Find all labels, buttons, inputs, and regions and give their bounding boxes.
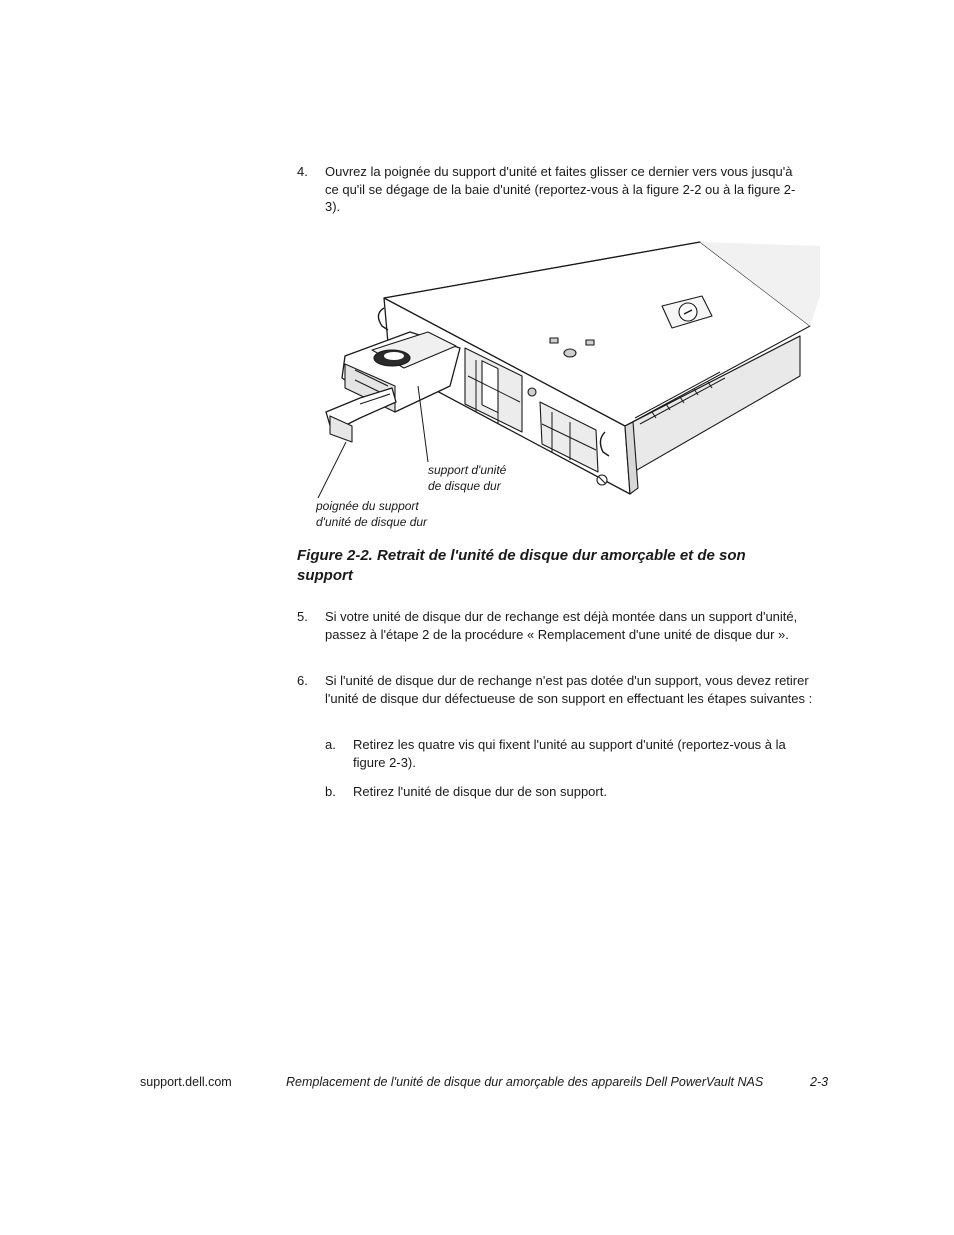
step-text: Ouvrez la poignée du support d'unité et faites glisser ce dernier vers vous jusqu'à ce qu'il se dégage de la baie d'unité (reportez-vous à la figure 2-2 ou à la figure 2-3). xyxy=(325,164,796,214)
substep-letter: a. xyxy=(325,737,336,752)
server-drive-illustration xyxy=(300,236,840,536)
step-text: Si l'unité de disque dur de rechange n'est pas dotée d'un support, vous devez retirer l'unité de disque dur défectueuse de son support en effectuant les étapes suivantes : xyxy=(325,673,813,706)
footer-website: support.dell.com xyxy=(140,1075,232,1089)
step-number: 5. xyxy=(297,609,308,624)
substep-letter: b. xyxy=(325,784,336,799)
step-number: 6. xyxy=(297,673,308,688)
leader-handle xyxy=(318,442,346,498)
step-number: 4. xyxy=(297,164,308,179)
footer-chapter-title: Remplacement de l'unité de disque dur amorçable des appareils Dell PowerVault NAS xyxy=(286,1075,764,1089)
figure-caption: Figure 2-2. Retrait de l'unité de disque dur amorçable et de son support xyxy=(297,547,746,584)
footer-page-number: 2-3 xyxy=(810,1075,829,1089)
figure-2-2 xyxy=(300,236,840,536)
callout-drive-carrier: support d'unité de disque dur xyxy=(428,463,507,493)
substep-text: Retirez les quatre vis qui fixent l'unité au support d'unité (reportez-vous à la figure 2-3). xyxy=(353,737,786,770)
substep-text: Retirez l'unité de disque dur de son support. xyxy=(353,784,607,799)
callout-carrier-handle: poignée du support d'unité de disque dur xyxy=(316,499,428,529)
step-text: Si votre unité de disque dur de rechange est déjà montée dans un support d'unité, passez à l'étape 2 de la procédure « Remplacement d'une unité de disque dur ». xyxy=(325,609,798,642)
